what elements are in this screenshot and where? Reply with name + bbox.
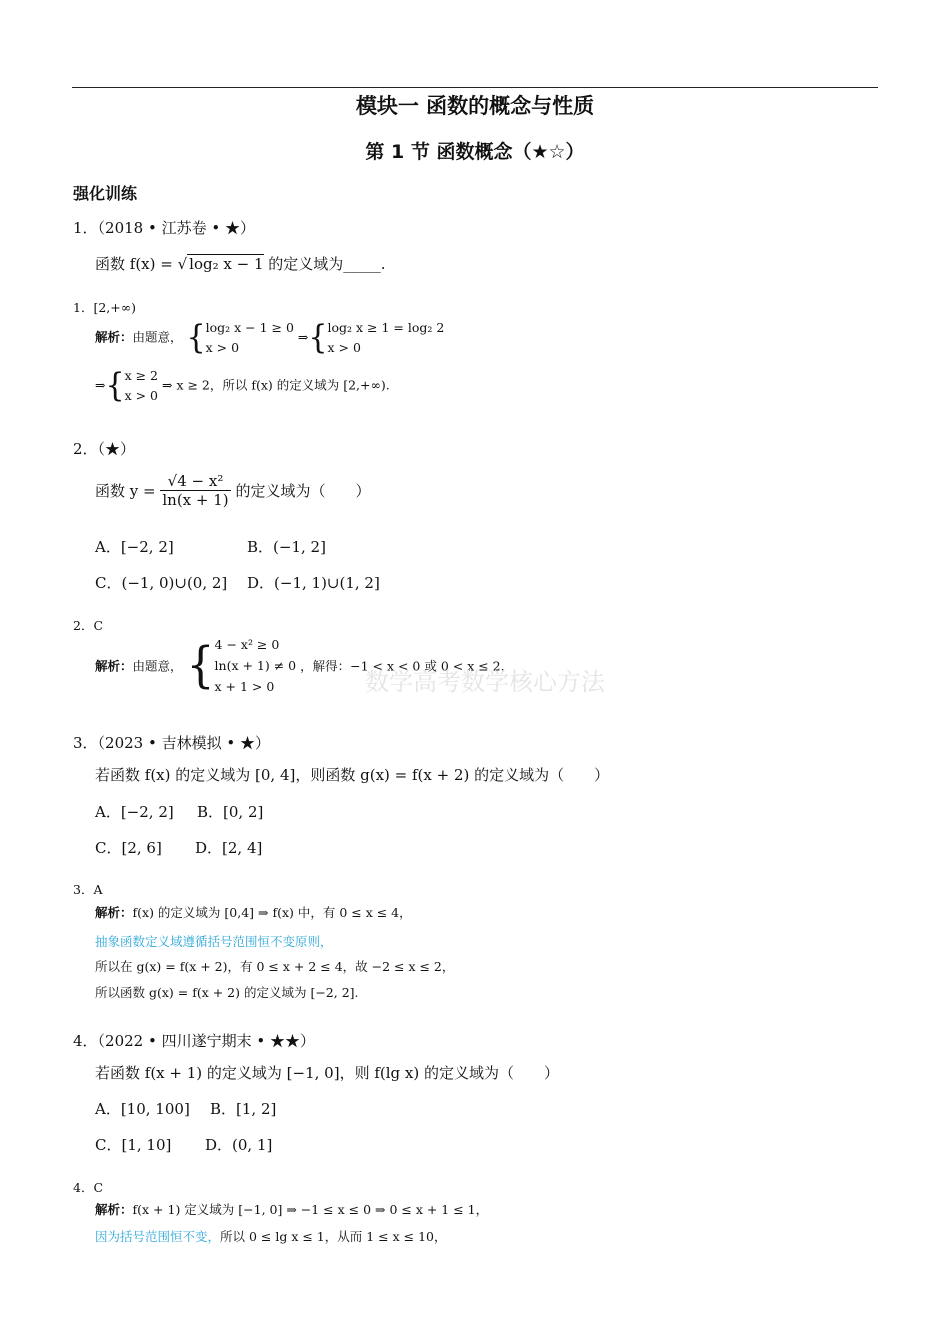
q4-solution-line2: [95, 1227, 446, 1245]
q1-stem-f: f(x) = √: [129, 255, 188, 273]
module-title: 模块一 函数的概念与性质: [355, 94, 595, 118]
q3-option-c[interactable]: C．[2, 6]: [95, 839, 162, 857]
brace-icon: {: [308, 318, 328, 357]
q4-option-c[interactable]: C．[1, 10]: [95, 1136, 172, 1154]
q2-option-a[interactable]: A．[−2, 2]: [95, 538, 174, 556]
q4-sol-2-rest: 所以 0 ≤ lg x ≤ 1，从而 1 ≤ x ≤ 10，: [220, 1229, 447, 1244]
q1-sys3-row-b: x > 0: [124, 388, 159, 403]
brace-icon: {: [186, 636, 215, 693]
q1-stem-post: 的定义域为_____.: [263, 255, 386, 273]
q4-sol-label: 解析：: [95, 1202, 133, 1217]
q2-denominator: ln(x + 1): [162, 491, 229, 509]
q2-sol-text: 由题意，: [132, 658, 183, 674]
q2-sys-row-a: 4 − x² ≥ 0: [214, 637, 280, 652]
top-rule: [72, 87, 878, 88]
q3-solution-line1: [95, 903, 412, 921]
q3-option-b[interactable]: B．[0, 2]: [197, 803, 264, 821]
q1-sys2-row-b: x > 0: [327, 340, 361, 355]
q2-stem-post: 的定义域为（ ）: [235, 482, 371, 500]
q1-solution-line2: [95, 366, 390, 406]
q4-label: 4．（2022 • 四川遂宁期末 • ★★）: [73, 1032, 315, 1050]
q3-label: 3．（2023 • 吉林模拟 • ★）: [73, 734, 270, 752]
q3-solution-line4: 所以函数 g(x) = f(x + 2) 的定义域为 [−2, 2].: [95, 985, 359, 1000]
q2-option-d[interactable]: D．(−1, 1)∪(1, 2]: [247, 574, 380, 592]
q1-label: 1．（2018 • 江苏卷 • ★）: [73, 219, 255, 237]
q4-solution-line1: [95, 1200, 488, 1218]
q2-sol-label: 解析：: [95, 658, 133, 674]
q3-solution-line3: 所以在 g(x) = f(x + 2)，有 0 ≤ x + 2 ≤ 4，故 −2 ≤ x ≤ 2，: [95, 959, 455, 974]
q1-system-3: [125, 366, 158, 406]
q1-sol-label: 解析：: [95, 329, 133, 345]
q2-stem-pre: 函数 y =: [95, 482, 156, 500]
brace-icon: {: [186, 318, 206, 357]
q2-option-c[interactable]: C．(−1, 0)∪(0, 2]: [95, 574, 228, 592]
q2-fraction: [160, 472, 230, 509]
q1-arrow-1: ⇒: [297, 329, 309, 345]
section-title: 第 1 节 函数概念（★☆）: [365, 141, 585, 163]
q1-system-1: [206, 318, 294, 358]
q1-arrow-2: ⇒: [95, 377, 106, 393]
q2-system: [215, 634, 297, 697]
q4-stem: 若函数 f(x + 1) 的定义域为 [−1, 0]，则 f(lg x) 的定义域为（ ）: [95, 1064, 559, 1082]
q4-sol-1: f(x + 1) 定义域为 [−1, 0] ⇒ −1 ≤ x ≤ 0 ⇒ 0 ≤ x + 1 ≤ 1，: [132, 1202, 489, 1217]
q1-sys2-row-a: log₂ x ≥ 1 = log₂ 2: [327, 320, 445, 335]
q1-sys3-row-a: x ≥ 2: [124, 368, 159, 383]
exercise-heading: 强化训练: [73, 184, 138, 203]
q2-option-b[interactable]: B．(−1, 2]: [247, 538, 326, 556]
q1-solution-line1: [95, 318, 444, 358]
q1-sol-end: ⇒ x ≥ 2，所以 f(x) 的定义域为 [2,+∞).: [162, 377, 390, 393]
q1-sys1-row-b: x > 0: [205, 340, 240, 355]
q4-answer: 4．C: [73, 1180, 104, 1195]
q2-sys-row-c: x + 1 > 0: [214, 679, 275, 694]
q4-option-b[interactable]: B．[1, 2]: [210, 1100, 277, 1118]
q3-sol-1: f(x) 的定义域为 [0,4] ⇒ f(x) 中，有 0 ≤ x ≤ 4，: [132, 905, 412, 920]
q1-sol-text: 由题意，: [132, 329, 183, 345]
brace-icon: {: [105, 366, 125, 405]
q4-sol-2-blue: 因为括号范围恒不变，: [95, 1229, 221, 1244]
q4-option-a[interactable]: A．[10, 100]: [95, 1100, 190, 1118]
q2-numerator: √4 − x²: [160, 472, 230, 491]
q2-stem: [95, 472, 370, 509]
q4-option-d[interactable]: D．(0, 1]: [205, 1136, 273, 1154]
q3-solution-line2: 抽象函数定义域遵循括号范围恒不变原则，: [95, 934, 333, 949]
q3-sol-label: 解析：: [95, 905, 133, 920]
q2-label: 2．（★）: [73, 440, 136, 458]
q1-radicand: log₂ x − 1: [189, 255, 264, 273]
q2-sys-row-b: ln(x + 1) ≠ 0: [214, 658, 297, 673]
q1-stem: [95, 253, 386, 274]
q3-option-a[interactable]: A．[−2, 2]: [95, 803, 174, 821]
q1-stem-pre: 函数: [95, 255, 130, 273]
q2-sol-end: ，解得：−1 < x < 0 或 0 < x ≤ 2.: [300, 658, 505, 674]
q3-answer: 3．A: [73, 882, 103, 897]
q1-system-2: [327, 318, 444, 358]
q2-answer: 2．C: [73, 618, 104, 633]
q3-stem: 若函数 f(x) 的定义域为 [0, 4]，则函数 g(x) = f(x + 2) 的定义域为（ ）: [95, 766, 610, 784]
watermark: 数学高考数学核心方法: [365, 668, 605, 696]
q1-answer: 1．[2,+∞): [73, 300, 137, 315]
q1-sys1-row-a: log₂ x − 1 ≥ 0: [205, 320, 294, 335]
q3-option-d[interactable]: D．[2, 4]: [195, 839, 263, 857]
